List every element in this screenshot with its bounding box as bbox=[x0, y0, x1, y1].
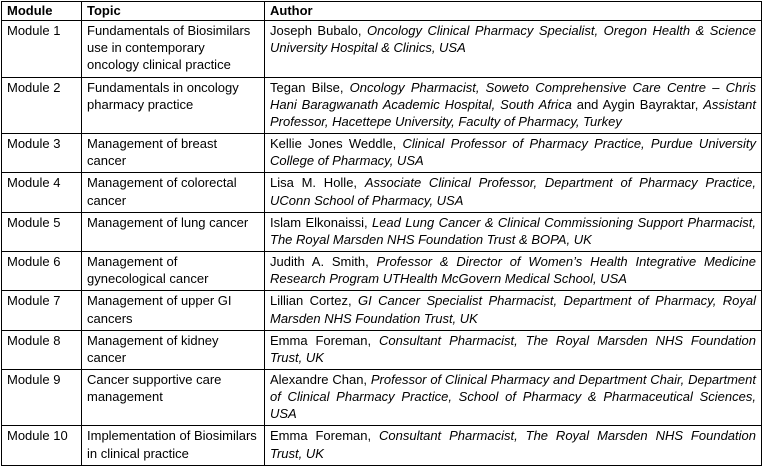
topic-cell: Fundamentals in oncology pharmacy practice bbox=[82, 77, 265, 133]
author-affiliation: Assistant Professor, Hacettepe University, Faculty of Pharmacy, Turkey bbox=[270, 96, 756, 129]
module-cell: Module 3 bbox=[2, 134, 82, 173]
author-affiliation: Associate Clinical Professor, Department of Pharmacy Practice, UConn School of Pharmacy, USA bbox=[270, 175, 756, 208]
author-name: Alexandre Chan, bbox=[270, 371, 371, 387]
topic-cell: Implementation of Biosimilars in clinical practice bbox=[82, 426, 265, 465]
module-cell: Module 8 bbox=[2, 330, 82, 369]
author-cell bbox=[265, 252, 762, 291]
author-name: Tegan Bilse, bbox=[270, 79, 350, 95]
author-cell bbox=[265, 330, 762, 369]
module-cell: Module 10 bbox=[2, 426, 82, 465]
modules-table bbox=[1, 1, 762, 466]
module-cell: Module 2 bbox=[2, 77, 82, 133]
author-name: Islam Elkonaissi, bbox=[270, 214, 372, 230]
author-cell bbox=[265, 134, 762, 173]
topic-cell: Fundamentals of Biosimilars use in contemporary oncology clinical practice bbox=[82, 21, 265, 77]
author-name: Lillian Cortez, bbox=[270, 293, 358, 309]
module-cell: Module 4 bbox=[2, 173, 82, 212]
table-row bbox=[2, 212, 762, 251]
table-body bbox=[2, 21, 762, 466]
author-cell bbox=[265, 369, 762, 425]
topic-cell: Management of upper GI cancers bbox=[82, 291, 265, 330]
topic-cell: Management of lung cancer bbox=[82, 212, 265, 251]
author-name: Emma Foreman, bbox=[270, 428, 380, 444]
table-row bbox=[2, 134, 762, 173]
author-name: Lisa M. Holle, bbox=[270, 175, 365, 191]
topic-cell: Cancer supportive care management bbox=[82, 369, 265, 425]
table-header-row bbox=[2, 2, 762, 21]
author-name: and Aygin Bayraktar, bbox=[571, 96, 704, 112]
author-affiliation: Lead Lung Cancer & Clinical Commissioning Support Pharmacist, The Royal Marsden NHS Foundation Trust & BOPA, UK bbox=[270, 214, 757, 247]
module-cell: Module 1 bbox=[2, 21, 82, 77]
author-affiliation: Oncology Pharmacist, Soweto Comprehensive Care Centre – Chris Hani Baragwanath Academic Hospital, South Africa bbox=[270, 79, 756, 112]
table-row bbox=[2, 21, 762, 77]
author-name: Kellie Jones Weddle, bbox=[270, 136, 403, 152]
author-cell bbox=[265, 426, 762, 465]
author-cell bbox=[265, 212, 762, 251]
column-header-author: Author bbox=[265, 2, 762, 21]
table-row bbox=[2, 330, 762, 369]
column-header-module: Module bbox=[2, 2, 82, 21]
column-header-topic: Topic bbox=[82, 2, 265, 21]
topic-cell: Management of colorectal cancer bbox=[82, 173, 265, 212]
author-cell bbox=[265, 173, 762, 212]
topic-cell: Management of kidney cancer bbox=[82, 330, 265, 369]
author-name: Emma Foreman, bbox=[270, 332, 380, 348]
table-row bbox=[2, 173, 762, 212]
module-cell: Module 7 bbox=[2, 291, 82, 330]
table-row bbox=[2, 291, 762, 330]
author-cell bbox=[265, 291, 762, 330]
author-affiliation: Professor of Clinical Pharmacy and Department Chair, Department of Clinical Pharmacy Practice, School of Pharmacy & Pharmaceutical Sciences, USA bbox=[270, 371, 756, 422]
author-affiliation: Consultant Pharmacist, The Royal Marsden NHS Foundation Trust, UK bbox=[270, 428, 756, 461]
author-name: Joseph Bubalo, bbox=[270, 23, 368, 39]
table-row bbox=[2, 77, 762, 133]
author-affiliation: Consultant Pharmacist, The Royal Marsden NHS Foundation Trust, UK bbox=[270, 332, 756, 365]
table-row bbox=[2, 426, 762, 465]
module-cell: Module 9 bbox=[2, 369, 82, 425]
topic-cell: Management of breast cancer bbox=[82, 134, 265, 173]
author-affiliation: Clinical Professor of Pharmacy Practice, Purdue University College of Pharmacy, USA bbox=[270, 136, 757, 169]
author-affiliation: Professor & Director of Women’s Health Integrative Medicine Research Program UTHealth McGovern Medical School, USA bbox=[270, 254, 756, 287]
table-row bbox=[2, 252, 762, 291]
author-affiliation: Oncology Clinical Pharmacy Specialist, Oregon Health & Science University Hospital & Clinics, USA bbox=[270, 23, 757, 56]
author-name: Judith A. Smith, bbox=[270, 254, 377, 270]
author-cell bbox=[265, 21, 762, 77]
author-cell bbox=[265, 77, 762, 133]
module-cell: Module 6 bbox=[2, 252, 82, 291]
topic-cell: Management of gynecological cancer bbox=[82, 252, 265, 291]
table-row bbox=[2, 369, 762, 425]
author-affiliation: GI Cancer Specialist Pharmacist, Department of Pharmacy, Royal Marsden NHS Foundation Trust, UK bbox=[270, 293, 756, 326]
module-cell: Module 5 bbox=[2, 212, 82, 251]
